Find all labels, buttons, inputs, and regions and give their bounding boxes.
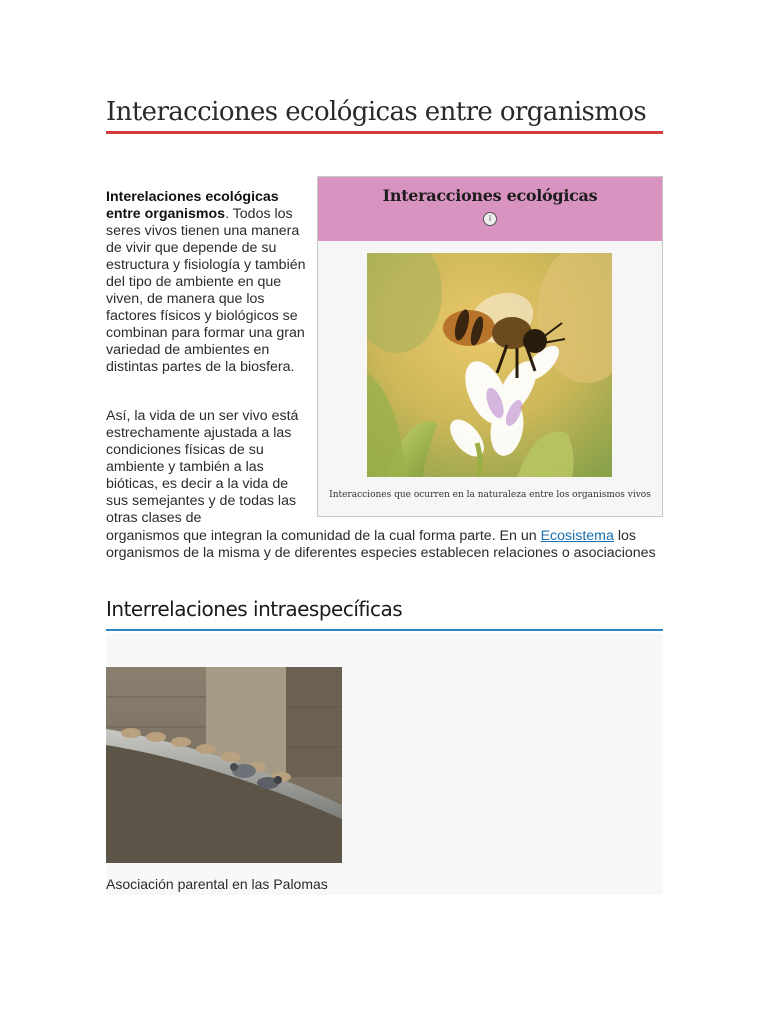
infobox [317,176,663,517]
second-paragraph-text: organismos que integran la comunidad de la cual forma parte. En un [106,528,541,544]
page-title: Interacciones ecológicas entre organismos [106,97,647,127]
intro-text: . Todos los seres vivos tienen una manera de vivir que depende de su estructura y fisiología y también del tipo de ambiente en que viven, de manera que los factores físicos y biológicos se combinan para formar una gran variedad de ambientes en distintas partes de la biosfera. [106,206,306,375]
second-paragraph-end: los organismos de la misma y de diferentes especies establecen relaciones o asociaciones [106,528,656,561]
section-heading-underline [106,629,663,631]
infobox-header [318,177,662,241]
info-icon[interactable]: i [483,212,497,226]
infobox-caption: Interacciones que ocurren en la naturaleza entre los organismos vivos [329,490,651,500]
ecosistema-link[interactable]: Ecosistema [540,528,614,544]
pigeons-on-roof-image [106,667,342,863]
gallery-caption: Asociación parental en las Palomas [106,876,328,892]
intro-paragraph [106,189,306,376]
title-underline [106,131,663,134]
second-paragraph: Así, la vida de un ser vivo está estrechamente ajustada a las condiciones físicas de su ambiente y también a las bióticas, es decir a la vida de sus semejantes y de todas las otras clases de [106,408,299,526]
second-paragraph-continued [106,528,666,562]
bee-on-flower-image [367,253,612,477]
intro-bold-term: Interelaciones ecológicas entre organismos [106,189,279,222]
gallery [106,633,663,895]
section-heading: Interrelaciones intraespecíficas [106,597,403,621]
infobox-title: Interacciones ecológicas [382,186,598,205]
